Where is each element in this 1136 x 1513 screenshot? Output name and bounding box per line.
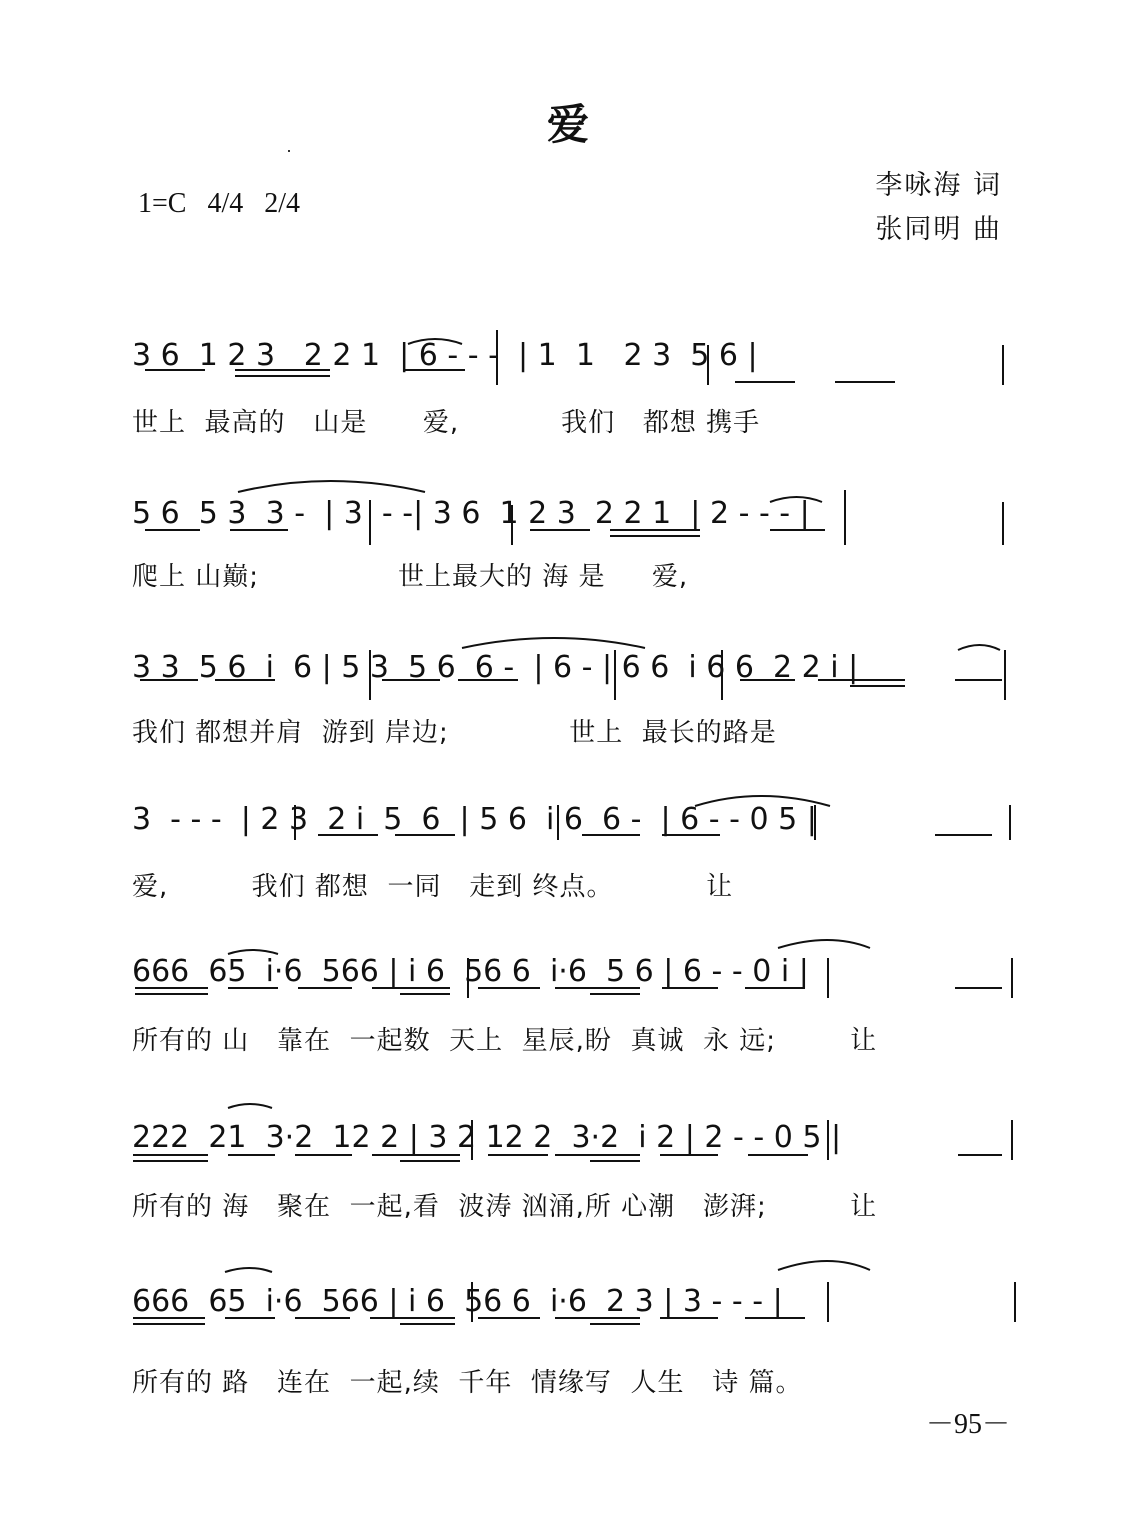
lyricist-credit: 李咏海 词 [875,170,1002,201]
notation-line: 3 6 1 2 3 2 2 1 | 6 - - - | 1 1 2 3 5 6 | [132,338,758,373]
lyrics-line-5: 所有的 山 靠在 一起数 天上 星辰,盼 真诚 永 远; 让 [132,1026,878,1056]
lyrics-line-6: 所有的 海 聚在 一起,看 波涛 汹涌,所 心潮 澎湃; 让 [132,1192,878,1222]
score-line-1 [132,336,1017,396]
lyrics-line-4: 爱, 我们 都想 一同 走到 终点。 让 [132,872,734,902]
score-line-6 [132,1118,1017,1178]
score-line-3 [132,648,1017,708]
score-line-4 [132,800,1017,860]
song-title: 爱 [546,100,589,149]
lyrics-line-3: 我们 都想并肩 游到 岸边; 世上 最长的路是 [132,718,777,748]
key-time-signature [138,188,300,220]
notation-line: 666 65 i·6 566 | i 6 56 6 i·6 2 3 | 3 - - - | [132,1284,783,1319]
score-line-5 [132,952,1017,1012]
composer-credit: 张同明 曲 [875,214,1002,245]
credits [875,164,1002,252]
score-line-2 [132,494,1017,554]
page-number: －95－ [925,1409,1010,1440]
notation-line: 3 3 5 6 i 6 | 5 3 5 6 6 - | 6 - | 6 6 i 6 6 2 2 i | [132,650,859,685]
lyrics-line-2: 爬上 山巅; 世上最大的 海 是 爱, [132,562,689,592]
lyrics-line-1: 世上 最高的 山是 爱, 我们 都想 携手 [132,408,761,438]
time-signatures: 4/4 2/4 [207,188,301,219]
notation-line: 5 6 5 3 3 - | 3 - -| 3 6 1 2 3 2 2 1 | 2 - - - | [132,496,810,531]
key-signature: 1=C [138,188,187,219]
lyrics-line-7: 所有的 路 连在 一起,续 千年 情缘写 人生 诗 篇。 [132,1368,803,1398]
score-line-7 [132,1282,1017,1342]
notation-line: 666 65 i·6 566 | i 6 56 6 i·6 5 6 | 6 - - 0 i | [132,954,809,989]
notation-line: 222 21 3·2 12 2 | 3 2 12 2 3·2 i 2 | 2 - - 0 5 | [132,1120,842,1155]
notation-line: 3 - - - | 2 3 2 i 5 6 | 5 6 i 6 6 - | 6 - - 0 5 | [132,802,817,837]
